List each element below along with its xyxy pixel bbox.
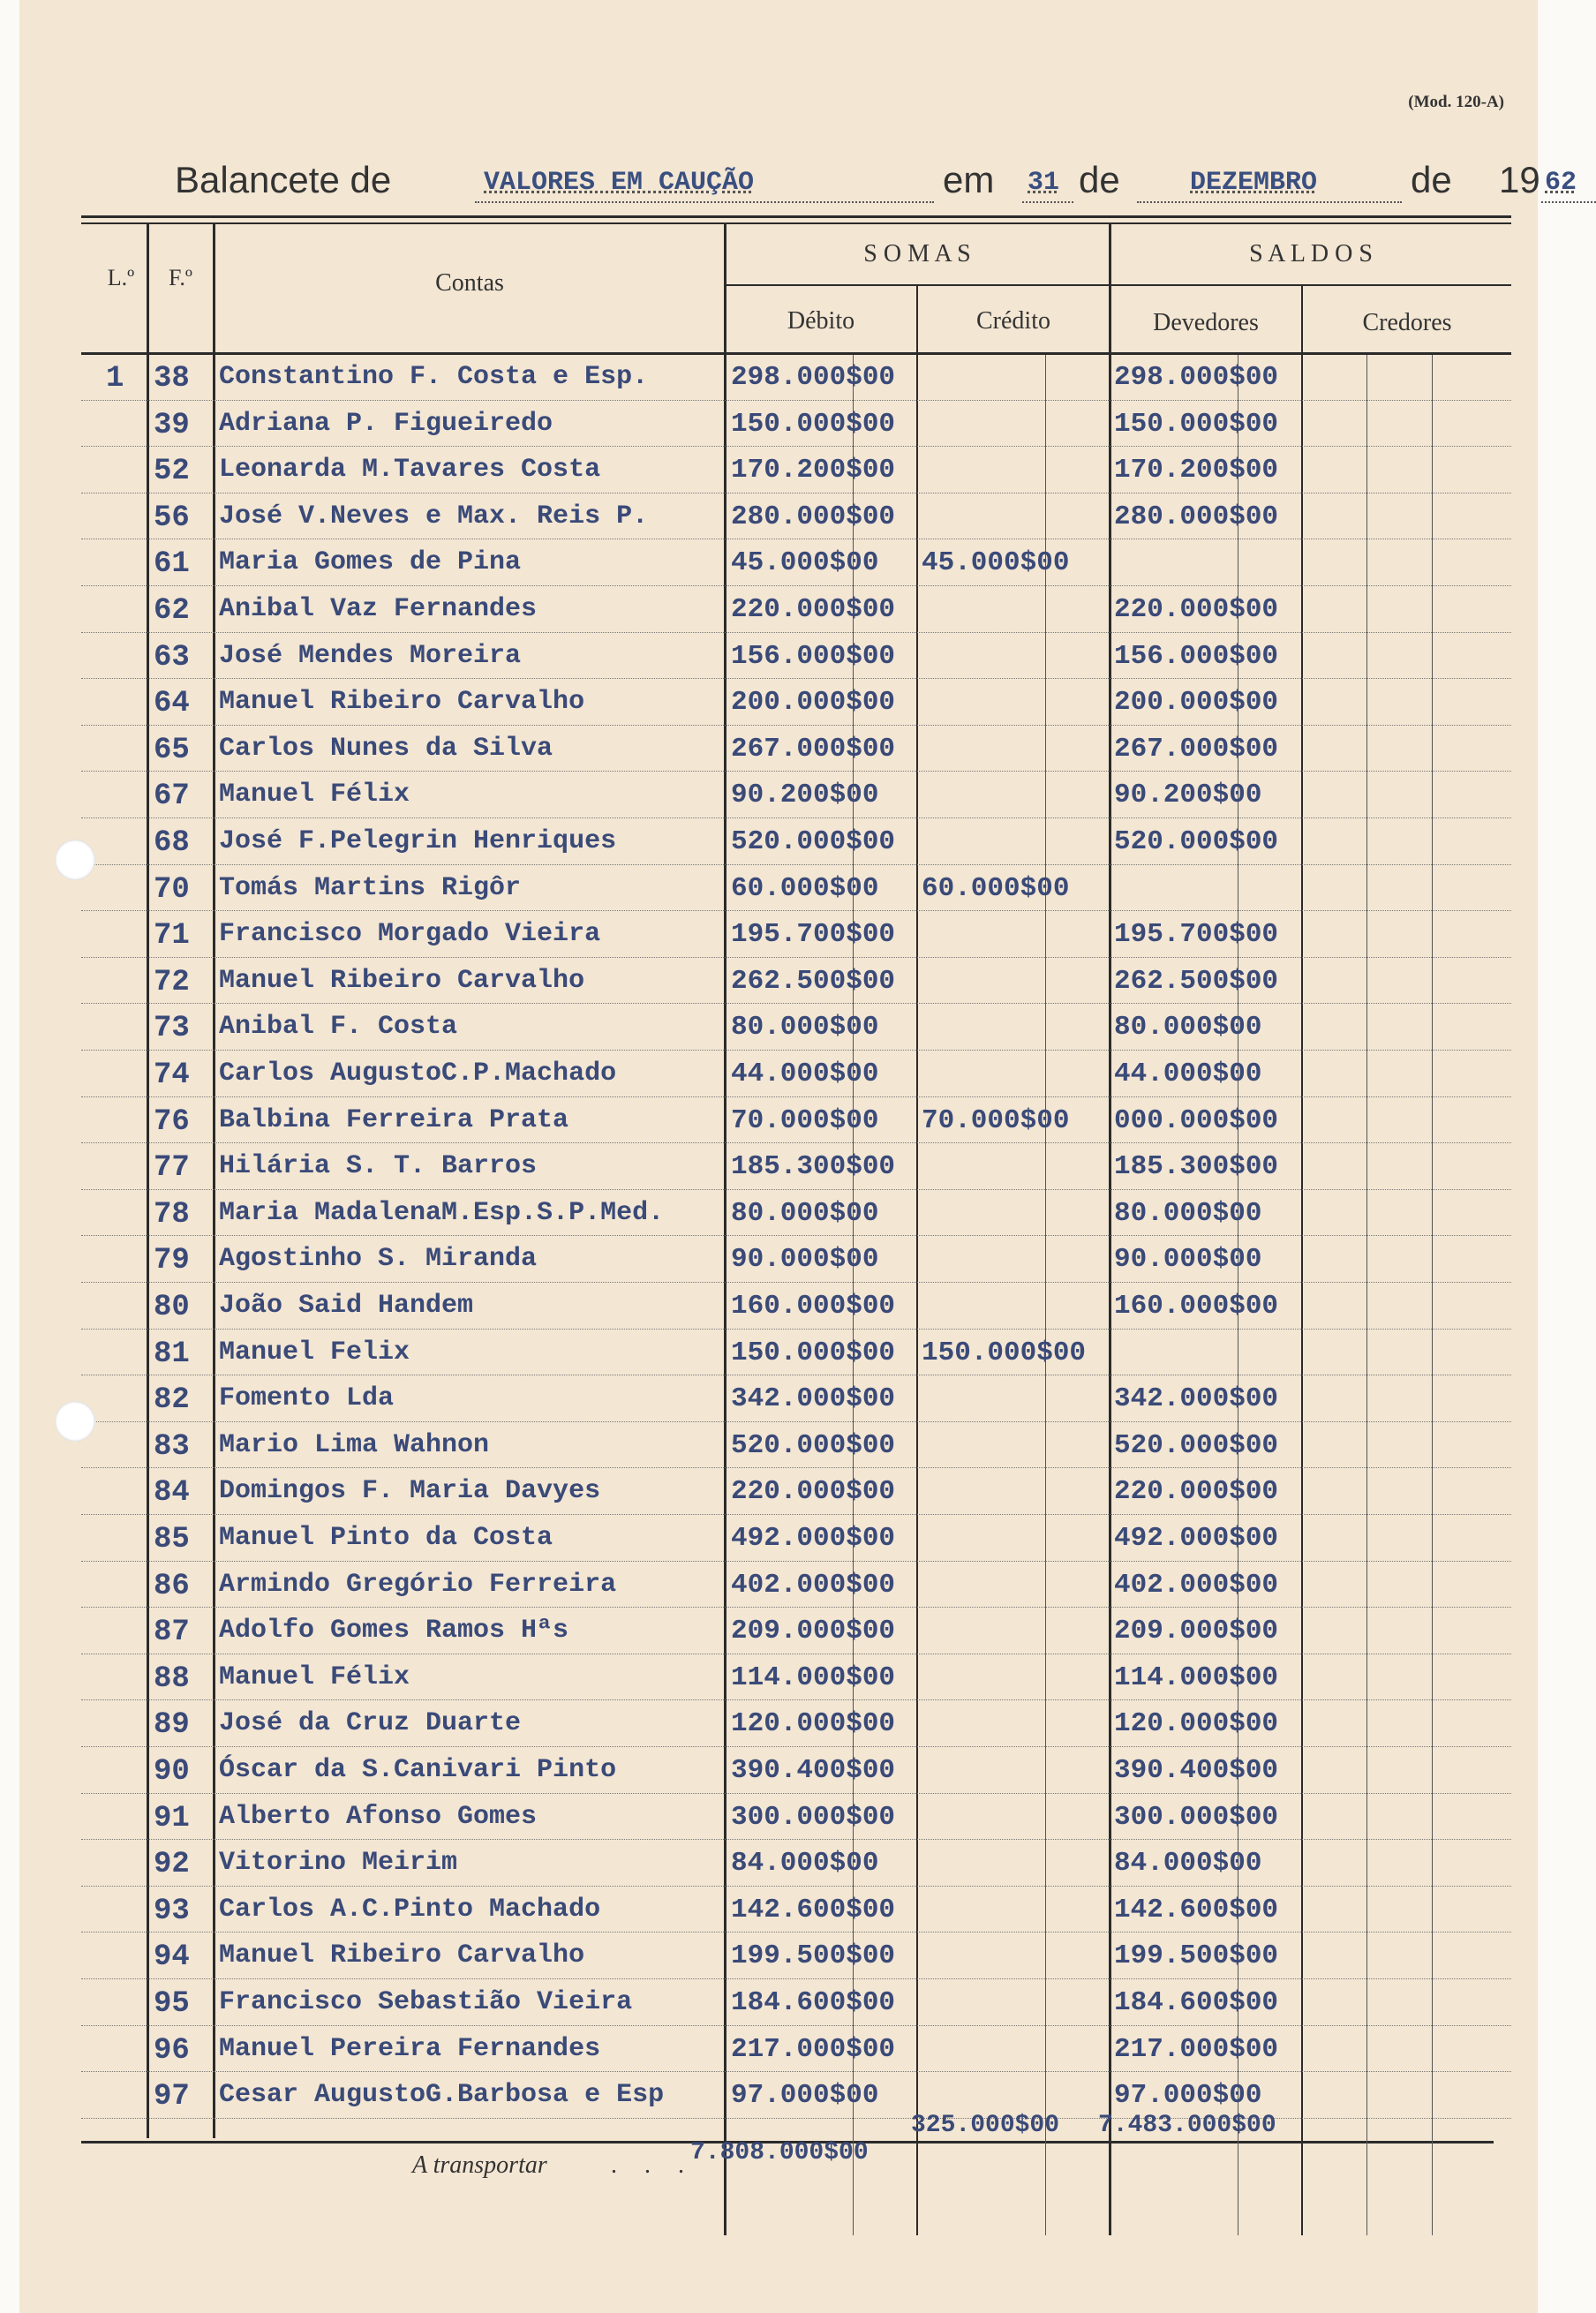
- col-saldos: S A L D O S: [1249, 240, 1373, 267]
- row-folha: 92: [154, 1848, 190, 1882]
- row-debito: 44.000$00: [731, 1059, 879, 1089]
- sheet-title: [175, 148, 1577, 210]
- title-account: VALORES EM CAUÇÃO: [484, 168, 755, 198]
- row-credito: 70.000$00: [922, 1104, 1070, 1136]
- row-debito: 80.000$00: [731, 1012, 879, 1043]
- row-devedores: 84.000$00: [1114, 1848, 1262, 1880]
- row-conta: Manuel Ribeiro Carvalho: [219, 965, 585, 996]
- row-conta: Agostinho S. Miranda: [219, 1244, 538, 1275]
- total-credito: 325.000$00: [911, 2112, 1060, 2139]
- row-debito: 160.000$00: [731, 1291, 896, 1322]
- row-dotted-line: [81, 957, 1511, 958]
- row-devedores: 199.500$00: [1114, 1940, 1279, 1972]
- row-debito: 217.000$00: [731, 2033, 896, 2065]
- vrule-contas-debito: [724, 222, 726, 2235]
- row-devedores: 342.000$00: [1114, 1383, 1279, 1415]
- row-debito: 390.400$00: [731, 1755, 896, 1786]
- row-dotted-line: [81, 1978, 1511, 1979]
- row-folha: 97: [154, 2080, 190, 2114]
- row-folha: 38: [154, 362, 190, 396]
- row-conta: Manuel Pereira Fernandes: [219, 2033, 601, 2064]
- row-conta: Constantino F. Costa e Esp.: [219, 362, 649, 392]
- row-debito: 342.000$00: [731, 1383, 896, 1415]
- row-folha: 68: [154, 826, 190, 860]
- row-debito: 90.000$00: [731, 1244, 879, 1276]
- row-devedores: 280.000$00: [1114, 501, 1279, 532]
- title-month: DEZEMBRO: [1190, 168, 1318, 198]
- row-folha: 71: [154, 919, 190, 953]
- row-folha: 80: [154, 1291, 190, 1324]
- row-debito: 209.000$00: [731, 1616, 896, 1647]
- row-dotted-line: [81, 1189, 1511, 1190]
- row-conta: Carlos Nunes da Silva: [219, 733, 553, 764]
- row-debito: 300.000$00: [731, 1801, 896, 1833]
- row-folha: 81: [154, 1337, 190, 1371]
- row-conta: Alberto Afonso Gomes: [219, 1801, 538, 1832]
- row-folha: 89: [154, 1708, 190, 1743]
- row-dotted-line: [81, 1421, 1511, 1422]
- row-conta: José Mendes Moreira: [219, 640, 522, 671]
- row-folha: 72: [154, 965, 190, 999]
- group-rule: [724, 284, 1511, 286]
- row-devedores: 160.000$00: [1114, 1291, 1279, 1322]
- total-debito: 7.808.000$00: [690, 2139, 869, 2166]
- row-devedores: 520.000$00: [1114, 826, 1279, 857]
- subcol-line: [1045, 355, 1046, 2235]
- row-dotted-line: [81, 1793, 1511, 1794]
- row-devedores: 142.600$00: [1114, 1894, 1279, 1925]
- row-folha: 67: [154, 780, 190, 814]
- row-credito: 150.000$00: [922, 1337, 1087, 1368]
- row-devedores: 170.200$00: [1114, 455, 1279, 486]
- row-dotted-line: [81, 1561, 1511, 1562]
- title-year-suffix: 62: [1545, 168, 1577, 198]
- row-devedores: 492.000$00: [1114, 1523, 1279, 1554]
- row-conta: Balbina Ferreira Prata: [219, 1104, 569, 1135]
- row-credito: 60.000$00: [922, 872, 1070, 904]
- title-em: em: [943, 159, 995, 200]
- row-debito: 267.000$00: [731, 733, 896, 765]
- row-conta: Mario Lima Wahnon: [219, 1429, 490, 1460]
- row-debito: 220.000$00: [731, 594, 896, 625]
- row-dotted-line: [81, 1282, 1511, 1283]
- row-debito: 184.600$00: [731, 1987, 896, 2018]
- col-credito: Crédito: [976, 307, 1050, 335]
- vrule-somas-saldos: [1109, 222, 1111, 2235]
- row-devedores: 209.000$00: [1114, 1616, 1279, 1647]
- row-conta: Maria Gomes de Pina: [219, 547, 522, 578]
- row-conta: José da Cruz Duarte: [219, 1708, 522, 1739]
- row-dotted-line: [81, 1699, 1511, 1700]
- row-debito: 220.000$00: [731, 1476, 896, 1508]
- row-folha: 74: [154, 1059, 190, 1092]
- top-rule: [81, 215, 1511, 218]
- row-dotted-line: [81, 1886, 1511, 1887]
- row-conta: Manuel Felix: [219, 1337, 410, 1367]
- row-dotted-line: [81, 1329, 1511, 1330]
- row-folha: 64: [154, 687, 190, 721]
- row-conta: Manuel Ribeiro Carvalho: [219, 1940, 585, 1971]
- row-conta: João Said Handem: [219, 1291, 474, 1321]
- row-dotted-line: [81, 632, 1511, 633]
- row-folha: 86: [154, 1569, 190, 1603]
- row-conta: José F.Pelegrin Henriques: [219, 826, 617, 856]
- row-folha: 65: [154, 733, 190, 767]
- row-credito: 45.000$00: [922, 547, 1070, 579]
- row-debito: 200.000$00: [731, 687, 896, 719]
- row-dotted-line: [81, 1932, 1511, 1933]
- row-folha: 94: [154, 1940, 190, 1975]
- row-conta: Cesar AugustoG.Barbosa e Esp: [219, 2080, 665, 2111]
- row-conta: Francisco Sebastião Vieira: [219, 1987, 633, 2017]
- row-devedores: 402.000$00: [1114, 1569, 1279, 1601]
- subcol-line: [1432, 355, 1433, 2235]
- row-conta: Leonarda M.Tavares Costa: [219, 455, 601, 486]
- row-debito: 170.200$00: [731, 455, 896, 486]
- title-day: 31: [1028, 168, 1060, 198]
- row-dotted-line: [81, 2071, 1511, 2072]
- row-debito: 142.600$00: [731, 1894, 896, 1925]
- row-folha: 78: [154, 1197, 190, 1232]
- row-debito: 150.000$00: [731, 1337, 896, 1368]
- title-prefix: Balancete de: [175, 159, 392, 200]
- row-folha: 96: [154, 2033, 190, 2068]
- row-dotted-line: [81, 864, 1511, 865]
- row-dotted-line: [81, 1467, 1511, 1468]
- col-folha: F.º: [169, 265, 192, 290]
- row-devedores: 156.000$00: [1114, 640, 1279, 672]
- row-dotted-line: [81, 1607, 1511, 1608]
- row-dotted-line: [81, 2118, 1511, 2119]
- row-devedores: 300.000$00: [1114, 1801, 1279, 1833]
- row-dotted-line: [81, 400, 1511, 401]
- row-dotted-line: [81, 1142, 1511, 1143]
- row-debito: 280.000$00: [731, 501, 896, 532]
- row-dotted-line: [81, 725, 1511, 726]
- row-conta: Manuel Félix: [219, 1661, 410, 1692]
- row-conta: Anibal F. Costa: [219, 1012, 458, 1043]
- row-livro: 1: [106, 362, 124, 396]
- row-folha: 82: [154, 1383, 190, 1418]
- row-folha: 39: [154, 408, 190, 442]
- row-dotted-line: [81, 771, 1511, 772]
- row-dotted-line: [81, 1096, 1511, 1097]
- form-code: (Mod. 120-A): [1408, 93, 1504, 111]
- row-devedores: 220.000$00: [1114, 1476, 1279, 1508]
- row-debito: 97.000$00: [731, 2080, 879, 2112]
- row-dotted-line: [81, 1235, 1511, 1236]
- col-debito: Débito: [787, 307, 855, 335]
- row-folha: 83: [154, 1429, 190, 1464]
- row-dotted-line: [81, 678, 1511, 679]
- row-devedores: 150.000$00: [1114, 408, 1279, 440]
- row-conta: Carlos A.C.Pinto Machado: [219, 1894, 601, 1925]
- row-debito: 402.000$00: [731, 1569, 896, 1601]
- top-rule-2: [81, 222, 1511, 224]
- vrule-dev-cred: [1301, 286, 1303, 2235]
- row-debito: 80.000$00: [731, 1197, 879, 1229]
- col-contas: Contas: [435, 269, 504, 297]
- row-debito: 114.000$00: [731, 1661, 896, 1693]
- row-devedores: 97.000$00: [1114, 2080, 1262, 2112]
- row-folha: 77: [154, 1151, 190, 1186]
- row-conta: Carlos AugustoC.P.Machado: [219, 1059, 617, 1089]
- row-dotted-line: [81, 1839, 1511, 1840]
- row-debito: 90.200$00: [731, 780, 879, 811]
- row-debito: 492.000$00: [731, 1523, 896, 1554]
- row-devedores: 520.000$00: [1114, 1429, 1279, 1461]
- row-debito: 45.000$00: [731, 547, 879, 579]
- row-devedores: 80.000$00: [1114, 1197, 1262, 1229]
- row-conta: Francisco Morgado Vieira: [219, 919, 601, 950]
- row-debito: 262.500$00: [731, 965, 896, 997]
- row-folha: 95: [154, 1987, 190, 2021]
- row-folha: 85: [154, 1523, 190, 1556]
- row-devedores: 267.000$00: [1114, 733, 1279, 765]
- ledger-sheet: [19, 0, 1577, 2313]
- row-debito: 199.500$00: [731, 1940, 896, 1972]
- row-debito: 84.000$00: [731, 1848, 879, 1880]
- row-folha: 56: [154, 501, 190, 535]
- row-folha: 91: [154, 1801, 190, 1835]
- row-conta: Manuel Ribeiro Carvalho: [219, 687, 585, 718]
- row-devedores: 220.000$00: [1114, 594, 1279, 625]
- vrule-lf: [147, 222, 149, 2138]
- row-dotted-line: [81, 817, 1511, 818]
- row-dotted-line: [81, 1003, 1511, 1004]
- row-conta: Adolfo Gomes Ramos Hªs: [219, 1616, 569, 1646]
- row-conta: Óscar da S.Canivari Pinto: [219, 1755, 617, 1785]
- row-dotted-line: [81, 1746, 1511, 1747]
- row-conta: José V.Neves e Max. Reis P.: [219, 501, 649, 531]
- row-devedores: 114.000$00: [1114, 1661, 1279, 1693]
- total-devedores: 7.483.000$00: [1098, 2112, 1276, 2139]
- col-somas: S O M A S: [863, 240, 971, 267]
- row-conta: Hilária S. T. Barros: [219, 1151, 538, 1182]
- transport-label: A transportar: [412, 2151, 547, 2179]
- row-folha: 70: [154, 872, 190, 907]
- row-dotted-line: [81, 910, 1511, 911]
- title-year-prefix: 19: [1499, 159, 1540, 200]
- punch-hole: [55, 840, 95, 880]
- row-conta: Anibal Vaz Fernandes: [219, 594, 538, 624]
- row-conta: Manuel Pinto da Costa: [219, 1523, 553, 1553]
- row-devedores: 390.400$00: [1114, 1755, 1279, 1786]
- row-folha: 88: [154, 1661, 190, 1696]
- row-dotted-line: [81, 1514, 1511, 1515]
- col-credores: Credores: [1362, 309, 1452, 336]
- row-debito: 70.000$00: [731, 1104, 879, 1136]
- row-folha: 52: [154, 455, 190, 489]
- row-devedores: 184.600$00: [1114, 1987, 1279, 2018]
- col-devedores: Devedores: [1153, 309, 1259, 336]
- col-livro: L.º: [107, 265, 135, 290]
- row-conta: Fomento Lda: [219, 1383, 395, 1414]
- row-folha: 93: [154, 1894, 190, 1928]
- row-devedores: 185.300$00: [1114, 1151, 1279, 1183]
- row-conta: Adriana P. Figueiredo: [219, 408, 553, 439]
- row-devedores: 000.000$00: [1114, 1104, 1279, 1136]
- row-devedores: 217.000$00: [1114, 2033, 1279, 2065]
- transport-dots: . . .: [611, 2151, 695, 2179]
- row-dotted-line: [81, 446, 1511, 447]
- row-debito: 120.000$00: [731, 1708, 896, 1740]
- row-devedores: 120.000$00: [1114, 1708, 1279, 1740]
- row-devedores: 90.200$00: [1114, 780, 1262, 811]
- row-debito: 185.300$00: [731, 1151, 896, 1183]
- row-debito: 520.000$00: [731, 1429, 896, 1461]
- row-folha: 84: [154, 1476, 190, 1511]
- vrule-fcontas: [213, 222, 215, 2138]
- row-folha: 73: [154, 1012, 190, 1046]
- row-folha: 79: [154, 1244, 190, 1278]
- row-devedores: 195.700$00: [1114, 919, 1279, 951]
- header-bottom-rule: [81, 352, 1511, 355]
- row-dotted-line: [81, 585, 1511, 586]
- row-conta: Vitorino Meirim: [219, 1848, 458, 1879]
- title-de1: de: [1079, 159, 1120, 200]
- row-folha: 90: [154, 1755, 190, 1789]
- row-conta: Domingos F. Maria Davyes: [219, 1476, 601, 1507]
- row-devedores: 200.000$00: [1114, 687, 1279, 719]
- row-debito: 520.000$00: [731, 826, 896, 857]
- row-dotted-line: [81, 1050, 1511, 1051]
- row-folha: 62: [154, 594, 190, 628]
- row-folha: 61: [154, 547, 190, 582]
- row-conta: Manuel Félix: [219, 780, 410, 810]
- subcol-line: [1366, 355, 1367, 2235]
- punch-hole: [55, 1401, 95, 1442]
- row-debito: 298.000$00: [731, 362, 896, 393]
- row-devedores: 262.500$00: [1114, 965, 1279, 997]
- row-debito: 60.000$00: [731, 872, 879, 904]
- row-conta: Tomás Martins Rigôr: [219, 872, 522, 903]
- row-debito: 150.000$00: [731, 408, 896, 440]
- row-devedores: 298.000$00: [1114, 362, 1279, 393]
- row-devedores: 80.000$00: [1114, 1012, 1262, 1043]
- title-de2: de: [1411, 159, 1452, 200]
- row-folha: 76: [154, 1104, 190, 1139]
- row-debito: 195.700$00: [731, 919, 896, 951]
- row-devedores: 44.000$00: [1114, 1059, 1262, 1089]
- vrule-debito-credito: [916, 286, 918, 2235]
- row-folha: 87: [154, 1616, 190, 1650]
- row-dotted-line: [81, 2025, 1511, 2026]
- row-debito: 156.000$00: [731, 640, 896, 672]
- row-conta: Maria MadalenaM.Esp.S.P.Med.: [219, 1197, 665, 1228]
- row-folha: 63: [154, 640, 190, 674]
- row-conta: Armindo Gregório Ferreira: [219, 1569, 617, 1600]
- row-devedores: 90.000$00: [1114, 1244, 1262, 1276]
